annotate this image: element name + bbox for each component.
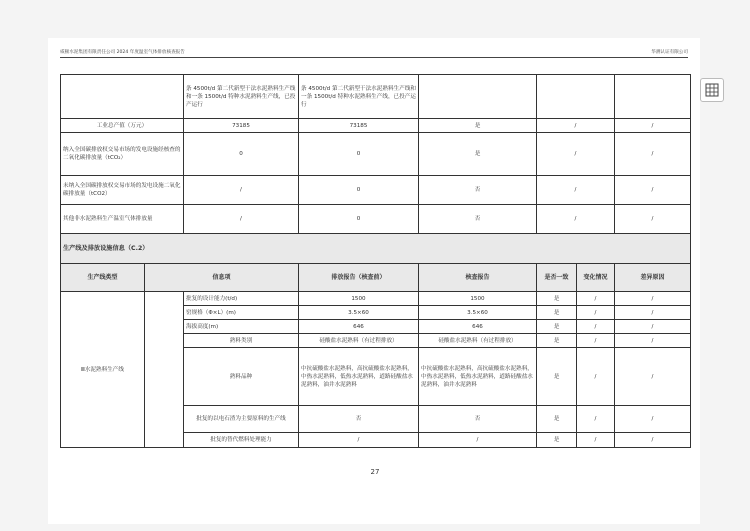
table-row — [61, 176, 691, 205]
empty-cell — [145, 292, 184, 448]
before-cell: 3.5×60 — [299, 306, 419, 320]
ok-cell: 是 — [537, 348, 577, 406]
table-row — [61, 119, 691, 133]
qr-grid-icon[interactable] — [700, 78, 724, 102]
page-number: 27 — [370, 468, 380, 476]
ok-cell: 是 — [537, 292, 577, 306]
after-cell: 1500 — [419, 292, 537, 306]
change-cell: / — [577, 348, 615, 406]
before-cell: 硅酸盐水泥熟料（有过程排放） — [299, 334, 419, 348]
row-label: 其他非水泥熟料生产温室气体排放量 — [61, 205, 184, 234]
cell-after: 条 4500t/d 第二代新型干法水泥熟料生产线和一条 1500t/d 特种水泥熟料生产线，已投产运行 — [299, 75, 419, 119]
cell-change — [537, 75, 615, 119]
row-label: 工业总产值（万元） — [61, 119, 184, 133]
cell-after: 0 — [299, 133, 419, 176]
after-cell: 硅酸盐水泥熟料（有过程排放） — [419, 334, 537, 348]
table-row — [61, 133, 691, 176]
col-change: 变化情况 — [577, 264, 615, 292]
reason-cell: / — [615, 320, 691, 334]
after-cell: 中抗硫酸盐水泥熟料，高抗硫酸盐水泥熟料，中热水泥熟料，低热水泥熟料，道路硅酸盐水泥熟料，油井水泥熟料 — [419, 348, 537, 406]
cell-change: / — [537, 205, 615, 234]
section-title: 生产线及排放设施信息（C.2） — [61, 234, 691, 264]
change-cell: / — [577, 406, 615, 433]
item-cell: 窑规格（Φ×L）(m) — [184, 306, 299, 320]
table-row — [61, 205, 691, 234]
cell-change: / — [537, 176, 615, 205]
row-label: 纳入全国碳排放权交易市场的发电设施经核查的二氧化碳排放量（tCO₂） — [61, 133, 184, 176]
cell-ok: 否 — [419, 205, 537, 234]
cell-reason: / — [615, 133, 691, 176]
before-cell: / — [299, 433, 419, 448]
cell-ok — [419, 75, 537, 119]
header-left: 威顿水泥集团有限责任公司 2024 年度温室气体排放核查报告 — [60, 50, 185, 55]
data-table — [60, 74, 691, 448]
col-report-after: 核查报告 — [419, 264, 537, 292]
change-cell: / — [577, 320, 615, 334]
ok-cell: 是 — [537, 406, 577, 433]
column-header-row — [61, 264, 691, 292]
cell-reason — [615, 75, 691, 119]
cell-reason: / — [615, 205, 691, 234]
col-reason: 差异原因 — [615, 264, 691, 292]
col-line-type: 生产线类型 — [61, 264, 145, 292]
cell-before: / — [184, 176, 299, 205]
cell-ok: 是 — [419, 133, 537, 176]
section-header-row — [61, 234, 691, 264]
cell-after: 0 — [299, 176, 419, 205]
change-cell: / — [577, 334, 615, 348]
reason-cell: / — [615, 433, 691, 448]
item-cell: 海拔高度(m) — [184, 320, 299, 334]
table-row — [61, 292, 691, 306]
cell-change: / — [537, 119, 615, 133]
line-type-cell: Ⅲ水泥熟料生产线 — [61, 292, 145, 448]
item-cell: 熟料类别 — [184, 334, 299, 348]
after-cell: / — [419, 433, 537, 448]
cell-reason: / — [615, 176, 691, 205]
cell-before: 0 — [184, 133, 299, 176]
header-right: 华测认证有限公司 — [651, 50, 688, 55]
cell-ok: 是 — [419, 119, 537, 133]
cell-reason: / — [615, 119, 691, 133]
item-cell: 批复的设计能力(t/d) — [184, 292, 299, 306]
row-label: 未纳入全国碳排放权交易市场的发电设施二氧化碳排放量（tCO2） — [61, 176, 184, 205]
change-cell: / — [577, 306, 615, 320]
table-row — [61, 75, 691, 119]
item-cell: 批复的替代燃料处理能力 — [184, 433, 299, 448]
after-cell: 646 — [419, 320, 537, 334]
after-cell: 否 — [419, 406, 537, 433]
ok-cell: 是 — [537, 334, 577, 348]
col-consistent: 是否一致 — [537, 264, 577, 292]
cell-after: 73185 — [299, 119, 419, 133]
ok-cell: 是 — [537, 306, 577, 320]
page-header — [60, 49, 688, 57]
ok-cell: 是 — [537, 320, 577, 334]
item-cell: 批复的以电石渣为主要原料的生产线 — [184, 406, 299, 433]
reason-cell: / — [615, 348, 691, 406]
change-cell: / — [577, 292, 615, 306]
reason-cell: / — [615, 406, 691, 433]
before-cell: 否 — [299, 406, 419, 433]
before-cell: 中抗硫酸盐水泥熟料，高抗硫酸盐水泥熟料，中热水泥熟料，低热水泥熟料，道路硅酸盐水泥熟料，油井水泥熟料 — [299, 348, 419, 406]
after-cell: 3.5×60 — [419, 306, 537, 320]
ok-cell: 是 — [537, 433, 577, 448]
cell-before: 73185 — [184, 119, 299, 133]
col-item: 信息项 — [145, 264, 299, 292]
reason-cell: / — [615, 292, 691, 306]
before-cell: 646 — [299, 320, 419, 334]
cell-before: 条 4500t/d 第二代新型干法水泥熟料生产线和一条 1500t/d 特种水泥熟料生产线，已投产运行 — [184, 75, 299, 119]
cell-after: 0 — [299, 205, 419, 234]
col-report-before: 排放报告（核查前） — [299, 264, 419, 292]
item-cell: 熟料品种 — [184, 348, 299, 406]
cell-before: / — [184, 205, 299, 234]
reason-cell: / — [615, 306, 691, 320]
before-cell: 1500 — [299, 292, 419, 306]
row-label — [61, 75, 184, 119]
change-cell: / — [577, 433, 615, 448]
reason-cell: / — [615, 334, 691, 348]
cell-change: / — [537, 133, 615, 176]
cell-ok: 否 — [419, 176, 537, 205]
header-divider — [60, 57, 688, 58]
qr-grid-icon-glyph — [705, 83, 719, 97]
